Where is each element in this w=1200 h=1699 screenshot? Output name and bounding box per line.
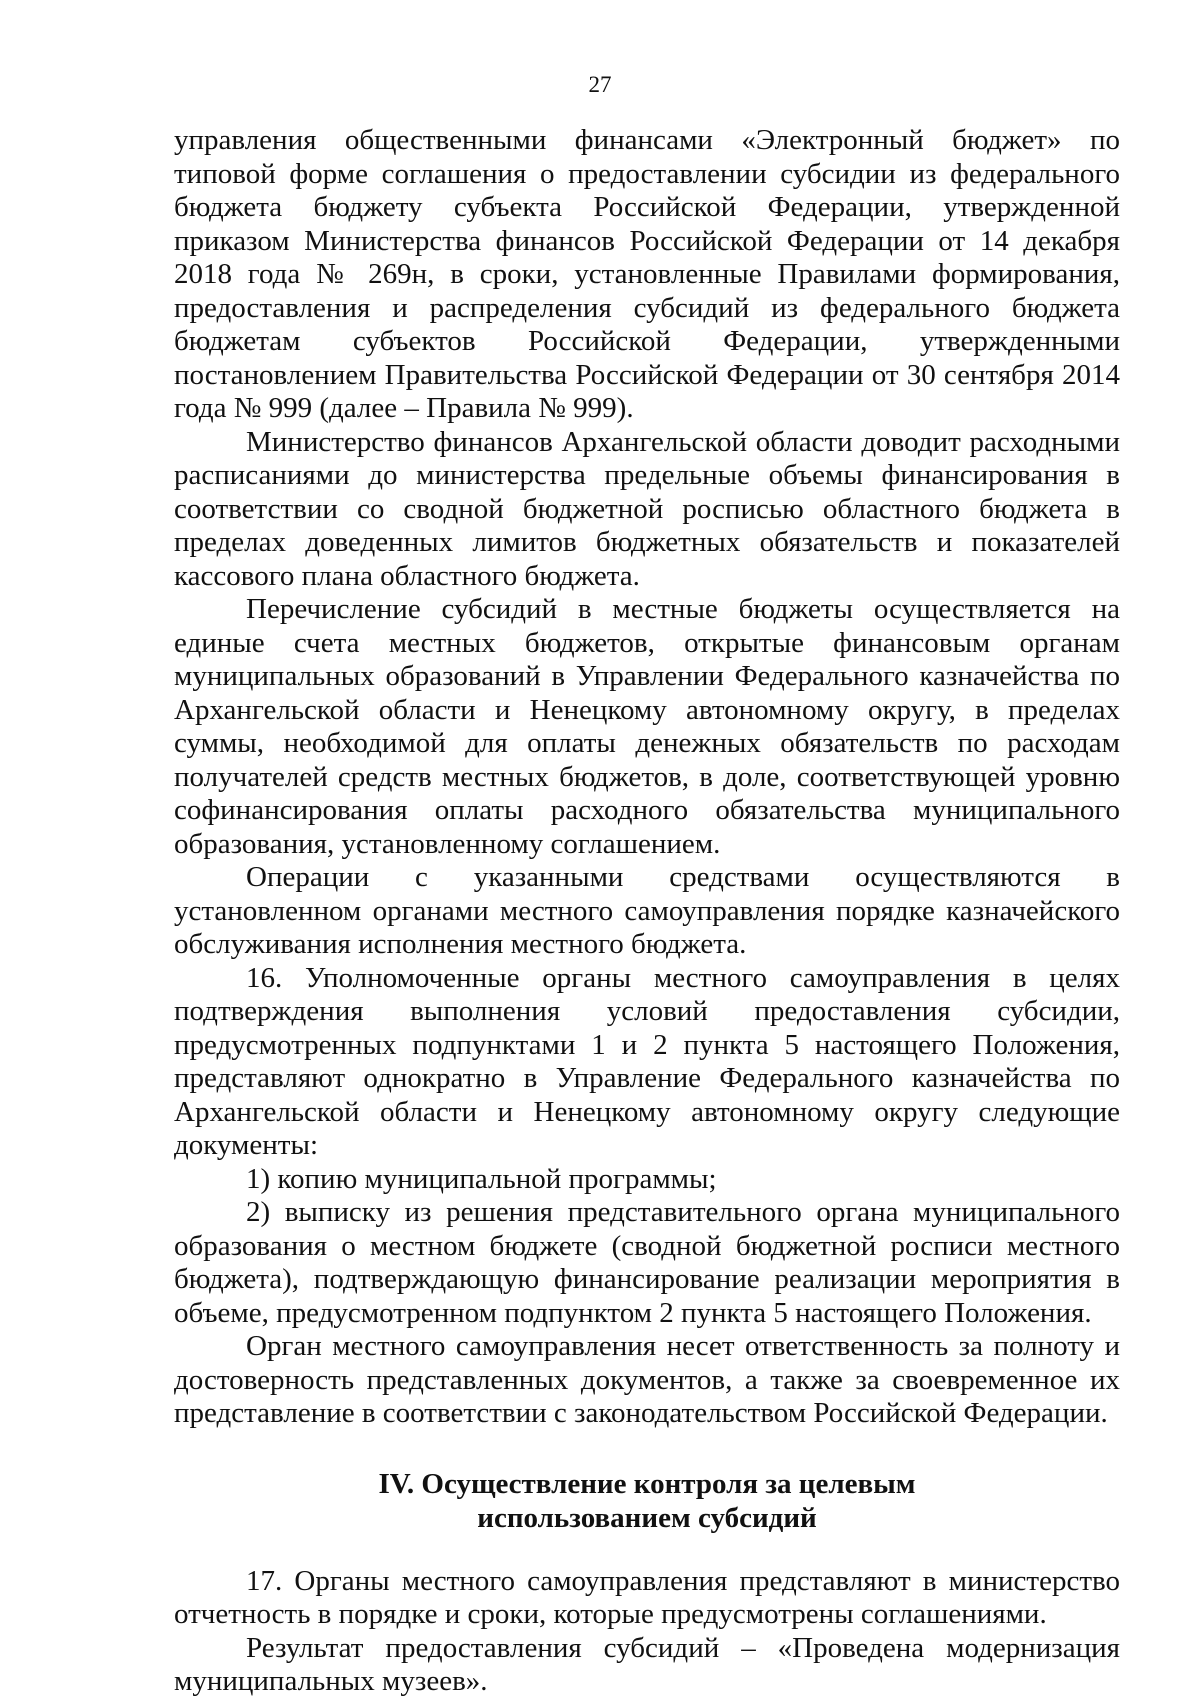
list-item-2: 2) выписку из решения представительного органа муниципального образования о местном бюджете (сводной бюджетной росписи местного бюджета), подтверждающую финансирование реализации мероприятия в объеме, предусмотренном подпунктом 2 пункта 5 настоящего Положения. — [174, 1196, 1120, 1329]
paragraph-result: Результат предоставления субсидий – «Проведена модернизация муниципальных музеев». — [174, 1631, 1120, 1697]
section-heading-line-2: использованием субсидий — [477, 1501, 817, 1534]
section-heading — [174, 1467, 1120, 1535]
paragraph-budget-schedules: Министерство финансов Архангельской области доводит расходными расписаниями до министерства предельные объемы финансирования в соответствии со сводной бюджетной росписью областного бюджета в пределах доведенных лимитов бюджетных обязательств и показателей кассового плана областного бюджета. — [174, 425, 1120, 592]
section-heading-line-1: IV. Осуществление контроля за целевым — [378, 1467, 916, 1500]
paragraph-continuation: управления общественными финансами «Электронный бюджет» по типовой форме соглашения о предоставлении субсидии из федерального бюджета бюджету субъекта Российской Федерации, утвержденной приказом Министерства финансов Российской Федерации от 14 декабря 2018 года № 269н, в сроки, установленные Правилами формирования, предоставления и распределения субсидий из федерального бюджета бюджетам субъектов Российской Федерации, утвержденными постановлением Правительства Российской Федерации от 30 сентября 2014 года № 999 (далее – Правила № 999). — [174, 124, 1120, 424]
paragraph-transfer-of-subsidies: Перечисление субсидий в местные бюджеты осуществляется на единые счета местных бюджетов, открытые финансовым органам муниципальных образований в Управлении Федерального казначейства по Архангельской области и Ненецкому автономному округу, в пределах суммы, необходимой для оплаты денежных обязательств по расходам получателей средств местных бюджетов, в доле, соответствующей уровню софинансирования оплаты расходного обязательства муниципального образования, установленному соглашением. — [174, 593, 1120, 860]
paragraph-item-16: 16. Уполномоченные органы местного самоуправления в целях подтверждения выполнения условий предоставления субсидии, предусмотренных подпунктами 1 и 2 пункта 5 настоящего Положения, представляют однократно в Управление Федерального казначейства по Архангельской области и Ненецкому автономному округу следующие документы: — [174, 961, 1120, 1161]
paragraph-responsibility: Орган местного самоуправления несет ответственность за полноту и достоверность представленных документов, а также за своевременное их представление в соответствии с законодательством Российской Федерации. — [174, 1330, 1120, 1429]
paragraph-operations: Операции с указанными средствами осуществляются в установленном органами местного самоуправления порядке казначейского обслуживания исполнения местного бюджета. — [174, 861, 1120, 960]
document-body — [174, 124, 1120, 1699]
page-number: 27 — [588, 72, 612, 97]
paragraph-item-17: 17. Органы местного самоуправления представляют в министерство отчетность в порядке и сроки, которые предусмотрены соглашениями. — [174, 1564, 1120, 1630]
list-item-1: 1) копию муниципальной программы; — [246, 1162, 717, 1195]
